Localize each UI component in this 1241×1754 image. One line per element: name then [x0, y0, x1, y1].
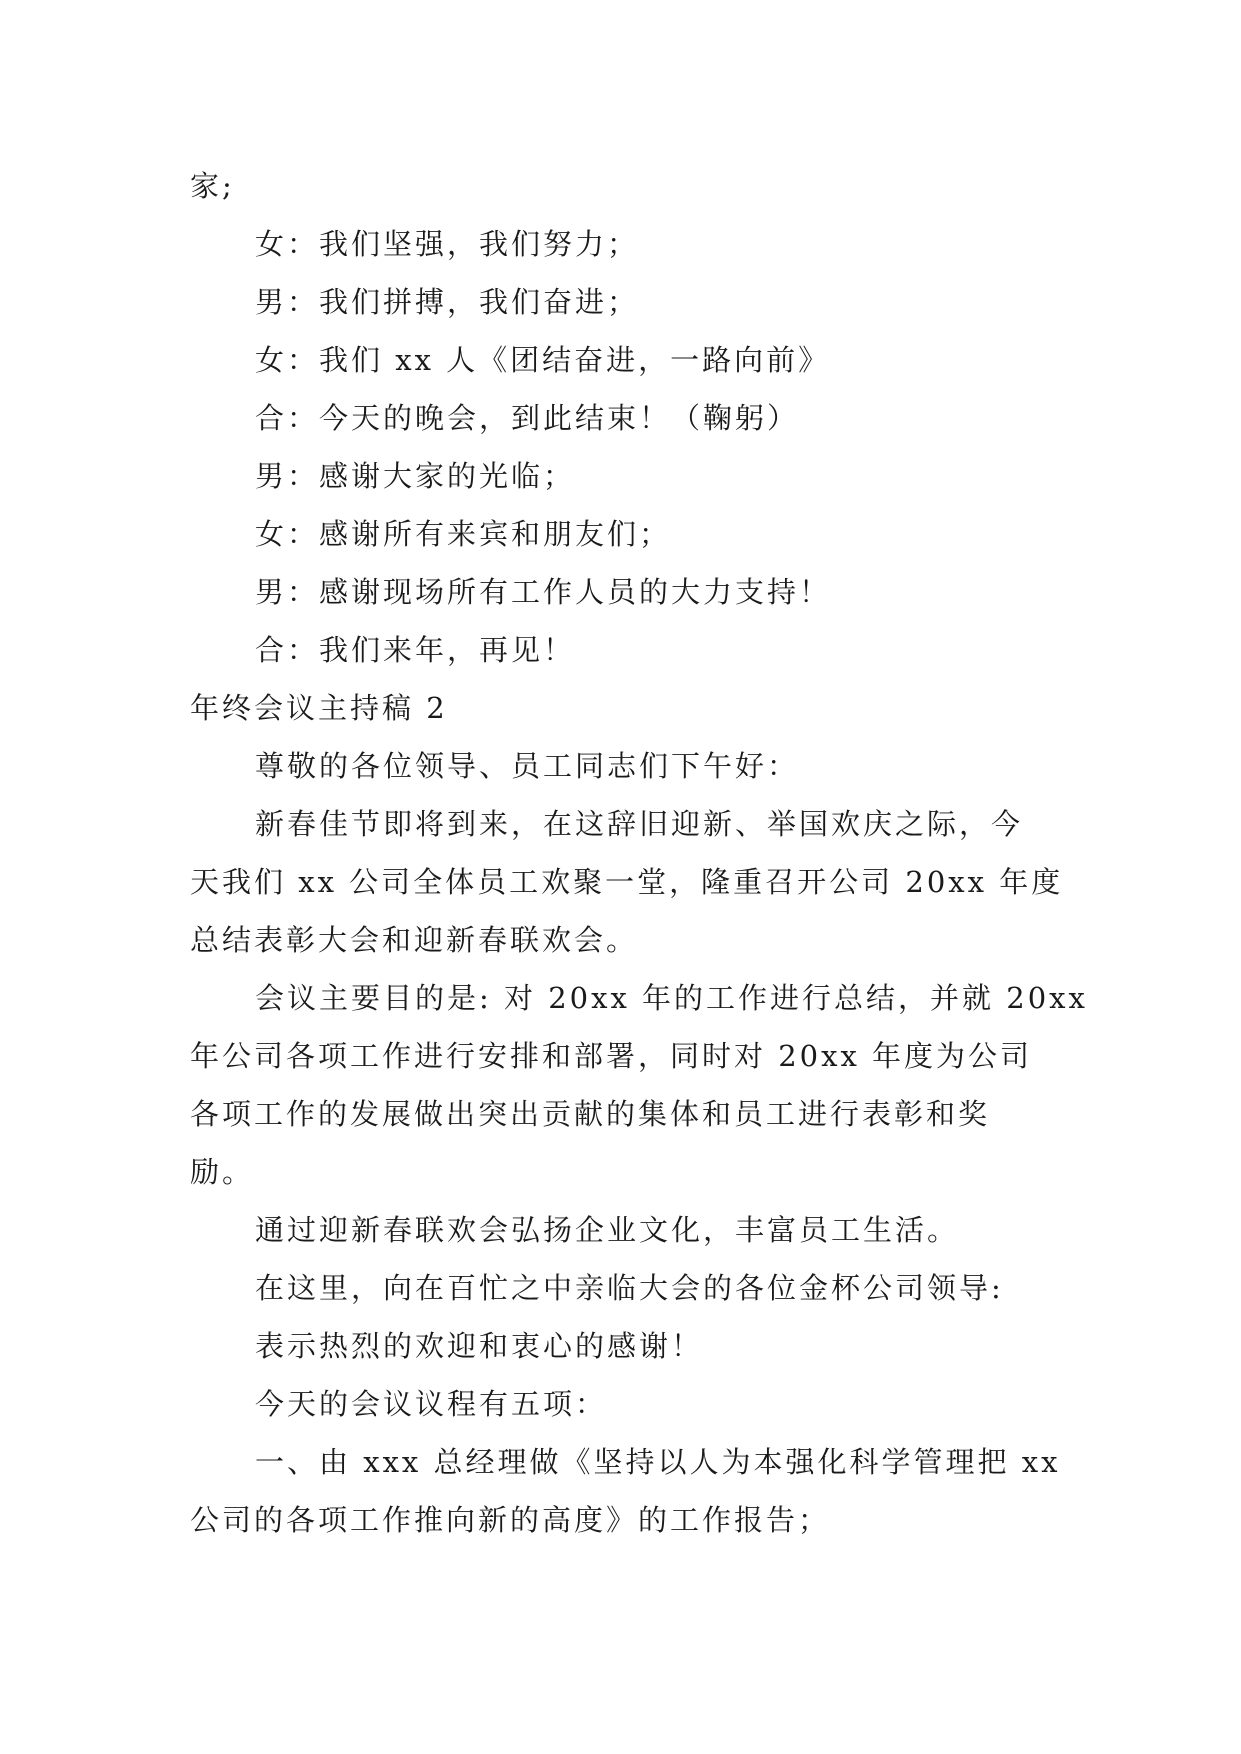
text-line: 天我们 xx 公司全体员工欢聚一堂，隆重召开公司 20xx 年度 [190, 865, 1064, 899]
text-line: 通过迎新春联欢会弘扬企业文化，丰富员工生活。 [255, 1213, 960, 1247]
text-line: 合：我们来年，再见！ [255, 633, 576, 667]
text-line: 女：感谢所有来宾和朋友们； [255, 517, 672, 551]
text-line: 会议主要目的是: 对 20xx 年的工作进行总结，并就 20xx [255, 981, 1088, 1015]
text-line: 新春佳节即将到来，在这辞旧迎新、举国欢庆之际，今 [255, 807, 1024, 841]
section-heading: 年终会议主持稿 2 [190, 691, 448, 725]
text-line: 尊敬的各位领导、员工同志们下午好： [255, 749, 800, 783]
text-line: 男：感谢现场所有工作人员的大力支持！ [255, 575, 832, 609]
text-line: 年公司各项工作进行安排和部署，同时对 20xx 年度为公司 [190, 1039, 1033, 1073]
text-line: 男：我们拼搏，我们奋进； [255, 285, 640, 319]
text-line: 男：感谢大家的光临； [255, 459, 576, 493]
text-line: 励。 [190, 1155, 255, 1189]
text-line: 合：今天的晚会，到此结束！（鞠躬） [255, 401, 800, 435]
text-line: 在这里，向在百忙之中亲临大会的各位金杯公司领导: [255, 1271, 1004, 1305]
text-line: 各项工作的发展做出突出贡献的集体和员工进行表彰和奖 [190, 1097, 991, 1131]
text-line: 总结表彰大会和迎新春联欢会。 [190, 923, 639, 957]
text-line: 公司的各项工作推向新的高度》的工作报告； [190, 1503, 831, 1537]
text-line: 今天的会议议程有五项： [255, 1387, 608, 1421]
text-line: 表示热烈的欢迎和衷心的感谢！ [255, 1329, 704, 1363]
text-line: 女：我们 xx 人《团结奋进，一路向前》 [255, 343, 831, 377]
text-line: 女：我们坚强，我们努力； [255, 227, 640, 261]
text-line: 一、由 xxx 总经理做《坚持以人为本强化科学管理把 xx [255, 1445, 1061, 1479]
text-line: 家; [190, 169, 235, 203]
